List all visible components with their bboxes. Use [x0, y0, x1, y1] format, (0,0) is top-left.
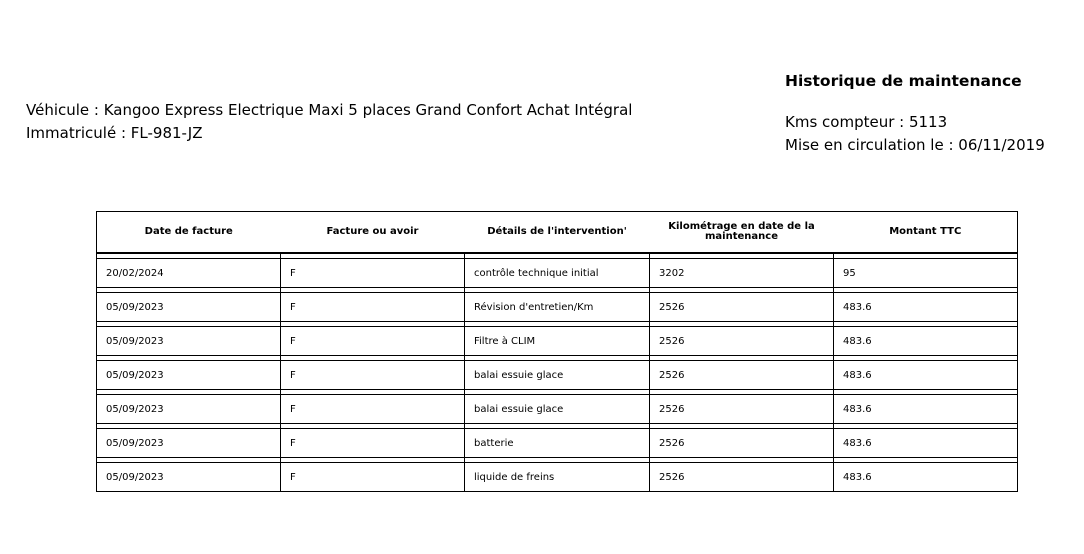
cell-date: 05/09/2023 — [97, 463, 281, 492]
header-invoice-type: Facture ou avoir — [281, 212, 465, 254]
header-amount: Montant TTC — [834, 212, 1018, 254]
cell-amount: 95 — [834, 259, 1018, 288]
cell-details: batterie — [465, 429, 650, 458]
cell-date: 05/09/2023 — [97, 429, 281, 458]
header-invoice-date: Date de facture — [97, 212, 281, 254]
cell-amount: 483.6 — [834, 429, 1018, 458]
first-registration-date: Mise en circulation le : 06/11/2019 — [785, 136, 1045, 154]
cell-type: F — [281, 395, 465, 424]
table-row — [97, 463, 1018, 492]
cell-amount: 483.6 — [834, 395, 1018, 424]
cell-amount: 483.6 — [834, 361, 1018, 390]
cell-details: Filtre à CLIM — [465, 327, 650, 356]
cell-type: F — [281, 327, 465, 356]
cell-details: balai essuie glace — [465, 361, 650, 390]
vehicle-plate: Immatriculé : FL-981-JZ — [26, 124, 203, 142]
header-intervention-details: Détails de l'intervention' — [465, 212, 650, 254]
cell-date: 05/09/2023 — [97, 395, 281, 424]
table-header-row — [97, 212, 1018, 254]
cell-mileage: 2526 — [650, 395, 834, 424]
cell-mileage: 2526 — [650, 327, 834, 356]
maintenance-table — [96, 211, 1018, 492]
cell-details: balai essuie glace — [465, 395, 650, 424]
vehicle-model: Véhicule : Kangoo Express Electrique Maxi 5 places Grand Confort Achat Intégral — [26, 101, 633, 119]
cell-amount: 483.6 — [834, 327, 1018, 356]
cell-details: contrôle technique initial — [465, 259, 650, 288]
cell-date: 05/09/2023 — [97, 361, 281, 390]
table-row — [97, 395, 1018, 424]
cell-mileage: 2526 — [650, 361, 834, 390]
cell-details: Révision d'entretien/Km — [465, 293, 650, 322]
cell-amount: 483.6 — [834, 463, 1018, 492]
table-row — [97, 429, 1018, 458]
cell-amount: 483.6 — [834, 293, 1018, 322]
maintenance-summary — [785, 70, 1045, 157]
header-mileage: Kilométrage en date de la maintenance — [650, 212, 834, 254]
cell-mileage: 3202 — [650, 259, 834, 288]
cell-type: F — [281, 429, 465, 458]
cell-mileage: 2526 — [650, 463, 834, 492]
vehicle-info — [26, 99, 632, 145]
table-row — [97, 361, 1018, 390]
cell-type: F — [281, 463, 465, 492]
cell-details: liquide de freins — [465, 463, 650, 492]
cell-mileage: 2526 — [650, 429, 834, 458]
cell-type: F — [281, 259, 465, 288]
cell-type: F — [281, 361, 465, 390]
cell-type: F — [281, 293, 465, 322]
table-row — [97, 259, 1018, 288]
cell-mileage: 2526 — [650, 293, 834, 322]
table-row — [97, 327, 1018, 356]
table-row — [97, 293, 1018, 322]
edge-mark — [0, 126, 2, 136]
odometer-reading: Kms compteur : 5113 — [785, 113, 948, 131]
document-title: Historique de maintenance — [785, 72, 1022, 90]
cell-date: 20/02/2024 — [97, 259, 281, 288]
cell-date: 05/09/2023 — [97, 327, 281, 356]
cell-date: 05/09/2023 — [97, 293, 281, 322]
